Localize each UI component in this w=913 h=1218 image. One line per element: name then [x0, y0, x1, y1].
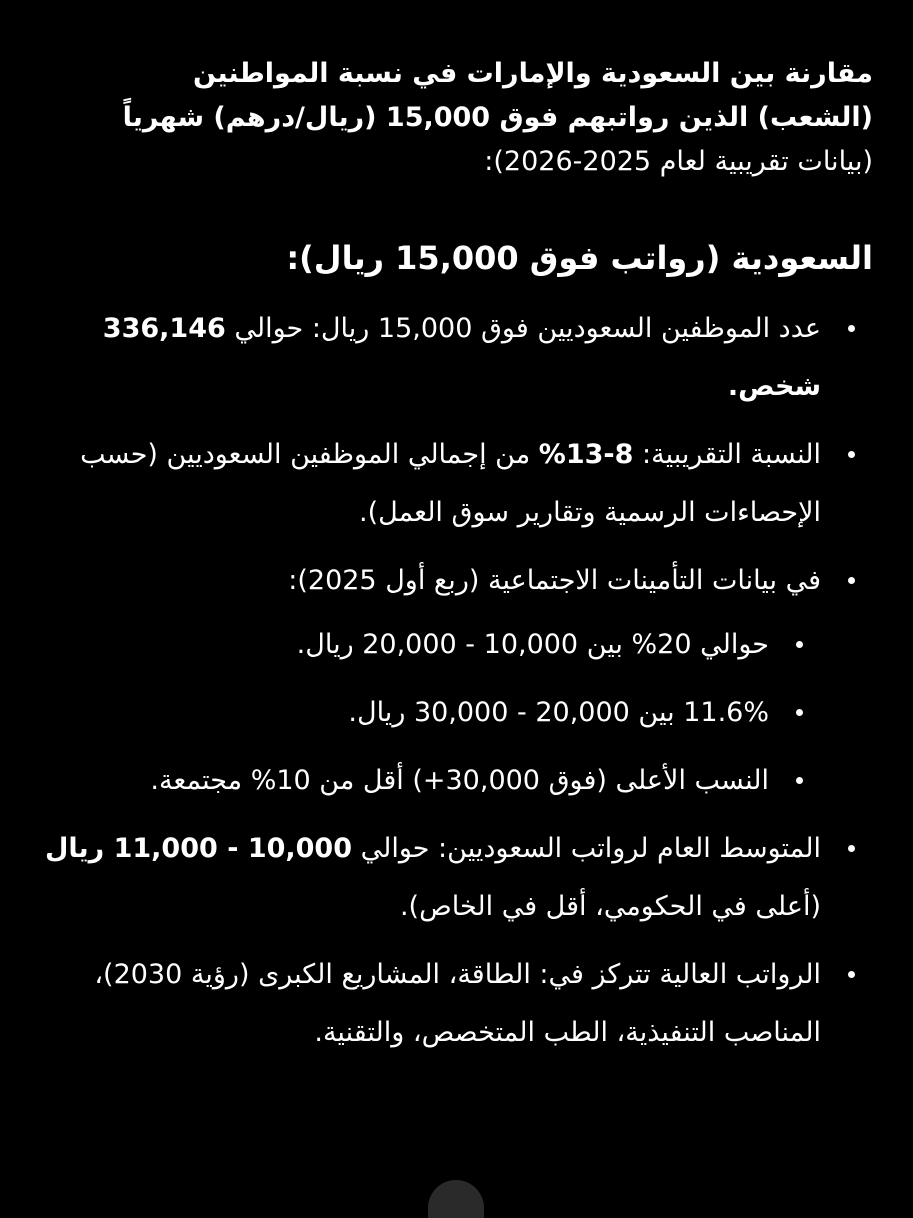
bullet-dot [848, 325, 855, 332]
sub-list-item [38, 752, 821, 810]
list-item [38, 300, 873, 416]
bullet-bold-text: 10,000 - 11,000 ريال [44, 833, 353, 864]
sub-bullet-text: حوالي 20% بين 10,000 - 20,000 ريال. [296, 629, 769, 660]
bullet-text-after: من إجمالي الموظفين السعوديين (حسب الإحصاءات الرسمية وتقارير سوق العمل). [80, 439, 821, 528]
bullet-dot [848, 845, 855, 852]
bullet-dot [848, 451, 855, 458]
sub-bullet-list [38, 616, 821, 810]
bullet-text-after: (أعلى في الحكومي، أقل في الخاص). [399, 891, 821, 922]
message-content [38, 52, 873, 1072]
bullet-text: في بيانات التأمينات الاجتماعية (ربع أول 2025): [288, 565, 821, 596]
list-item [38, 820, 873, 936]
sub-bullet-dot [796, 709, 803, 716]
section-heading-saudi: السعودية (رواتب فوق 15,000 ريال): [286, 239, 873, 277]
intro-line-1: مقارنة بين السعودية والإمارات في نسبة المواطنين [193, 58, 873, 89]
list-item [38, 946, 873, 1062]
sub-bullet-dot [796, 777, 803, 784]
saudi-bullet-list [38, 300, 873, 1062]
sub-bullet-text: 11.6% بين 20,000 - 30,000 ريال. [348, 697, 769, 728]
bullet-dot [848, 971, 855, 978]
bullet-bold-text: 8-13% [538, 439, 634, 470]
bullet-text: الرواتب العالية تتركز في: الطاقة، المشاريع الكبرى (رؤية 2030)، المناصب التنفيذية، الطب المتخصص، والتقنية. [94, 959, 821, 1048]
sub-list-item [38, 684, 821, 742]
bullet-bold-text: 336,146 شخص. [102, 313, 821, 402]
bullet-dot [848, 577, 855, 584]
list-item [38, 426, 873, 542]
list-item [38, 552, 873, 810]
intro-line-3: (بيانات تقريبية لعام 2025-2026): [484, 146, 873, 177]
intro-paragraph [38, 52, 873, 184]
sub-list-item [38, 616, 821, 674]
intro-line-2: (الشعب) الذين رواتبهم فوق 15,000 (ريال/درهم) شهرياً [122, 102, 873, 133]
bullet-text: المتوسط العام لرواتب السعوديين: حوالي [352, 833, 821, 864]
sub-bullet-dot [796, 641, 803, 648]
sub-bullet-text: النسب الأعلى (فوق 30,000+) أقل من 10% مجتمعة. [150, 765, 769, 796]
scroll-down-button[interactable] [428, 1180, 484, 1218]
bullet-text: عدد الموظفين السعوديين فوق 15,000 ريال: حوالي [225, 313, 821, 344]
bullet-text: النسبة التقريبية: [633, 439, 821, 470]
